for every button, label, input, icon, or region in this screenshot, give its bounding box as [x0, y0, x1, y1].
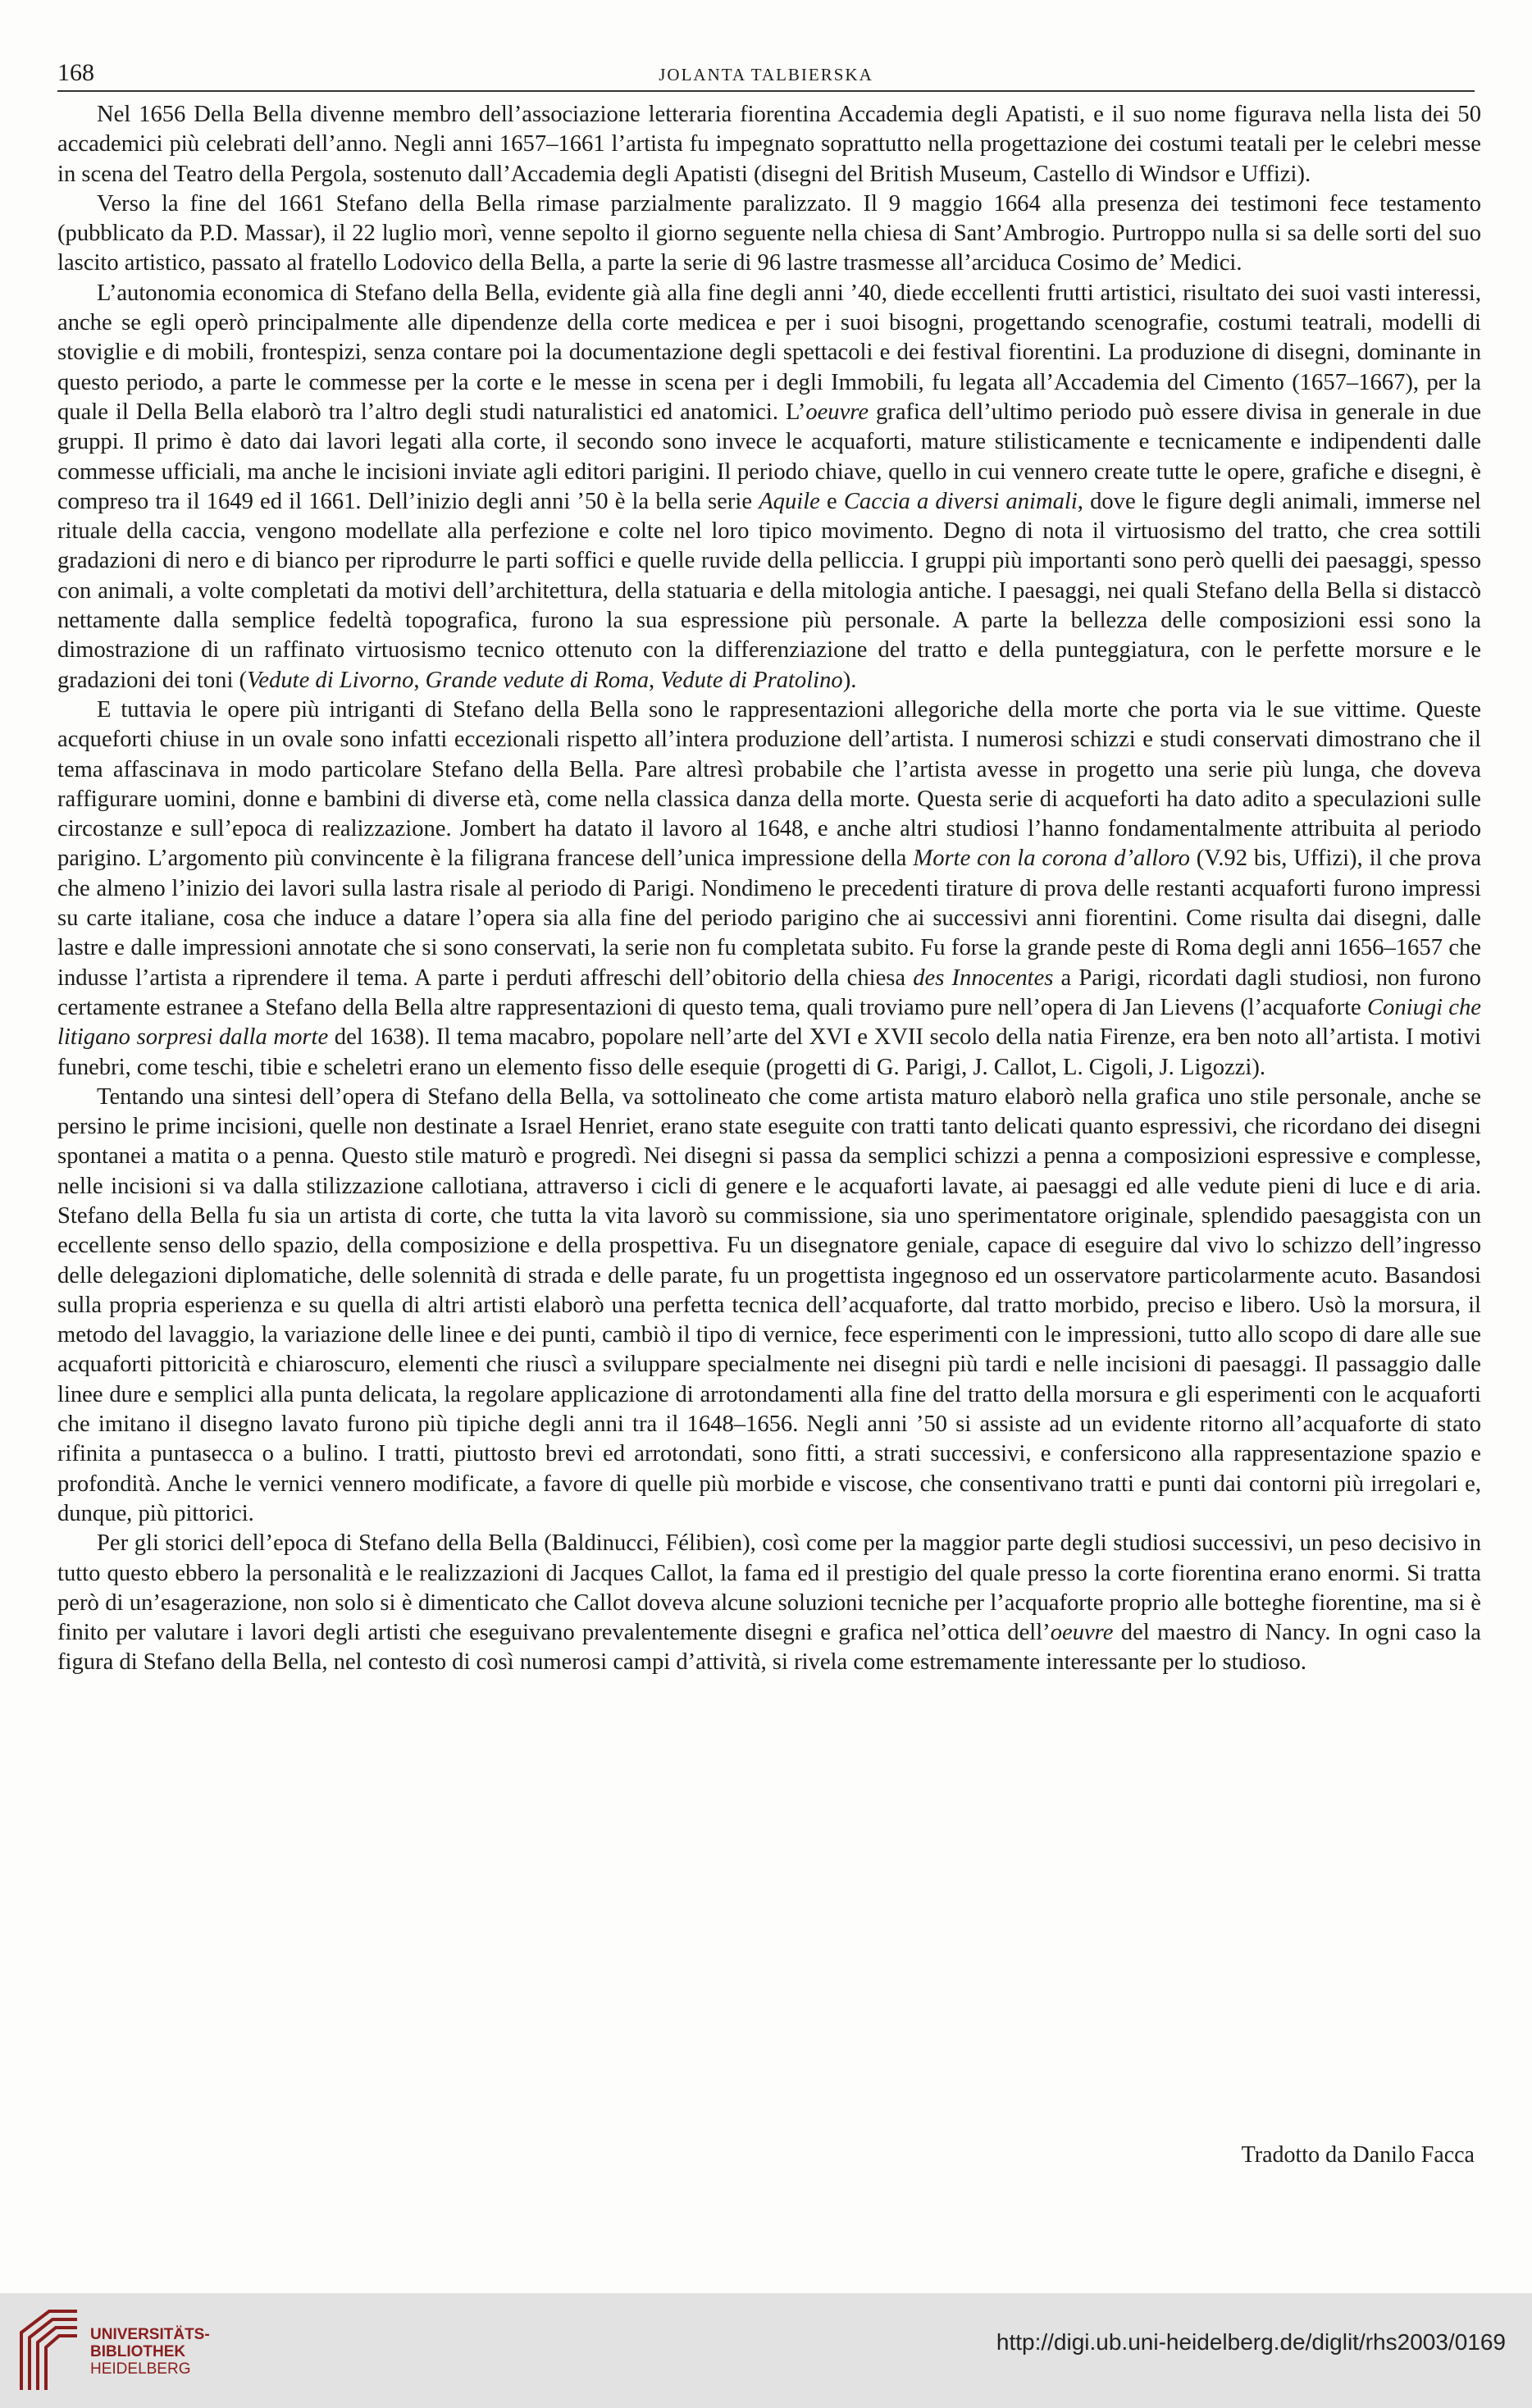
- university-library-logo-icon: [16, 2308, 84, 2393]
- text-run: Verso la fine del 1661 Stefano della Bella rimase parzialmente paralizzato. Il 9 maggio 1664 alla presenza dei testimoni fece testamento (pubblicato da P.D. Massar), il 22 luglio morì, venne sepolto il giorno seguente nella chiesa di Sant’Ambrogio. Purtroppo nulla si sa delle sorti del suo lascito artistico, passato al fratello Lodovico della Bella, a parte la serie di 96 lastre trasmesse all’arciduca Cosimo de’ Medici.: [57, 190, 1481, 276]
- italic-title: oeuvre: [805, 399, 869, 425]
- source-url-link[interactable]: http://digi.ub.uni-heidelberg.de/diglit/rhs2003/0169: [996, 2329, 1506, 2355]
- text-run: , dove le figure degli animali, immerse nel rituale della caccia, vengono modellate alla perfezione e colte nel loro tipico movimento. Degno di nota il virtuosismo del tratto, che crea sottili gradazioni di nero e di bianco per riprodurre le parti soffici e quelle ruvide della pelliccia. I gruppi più importanti sono però quelli dei paesaggi, spesso con animali, a volte completati da motivi dell’architettura, della statuaria e della mitologia antiche. I paesaggi, nei quali Stefano della Bella si distaccò nettamente dalla semplice fedeltà topografica, furono la sua espressione più personale. A parte la bellezza delle composizioni essi sono la dimostrazione di un raffinato virtuosismo tecnico ottenuto con la differenziazione del tratto e della punteggiatura, con le perfette morsure e le gradazioni dei toni (: [57, 488, 1481, 693]
- text-run: E tuttavia le opere più intriganti di Stefano della Bella sono le rappresentazioni allegoriche della morte che porta via le sue vittime. Queste acqueforti chiuse in un ovale sono infatti eccezionali rispetto all’intera produzione dell’artista. I numerosi schizzi e studi conservati dimostrano che il tema affascinava in modo particolare Stefano della Bella. Pare altresì probabile che l’artista avesse in progetto una serie più lunga, che doveva raffigurare uomini, donne e bambini di diverse età, come nella classica danza della morte. Questa serie di acqueforti ha dato adito a speculazioni sulle circostanze e sull’epoca di realizzazione. Jombert ha datato il lavoro al 1648, e anche altri studiosi l’hanno fondamentalmente attribuita al periodo parigino. L’argomento più convincente è la filigrana francese dell’unica impressione della: [57, 696, 1481, 872]
- italic-title: Coniugi che litigano sorpresi dalla morte: [57, 994, 1481, 1051]
- italic-title: Grande vedute di Roma: [425, 667, 650, 693]
- library-name-line-1: UNIVERSITÄTS-: [90, 2326, 210, 2343]
- text-run: L’autonomia economica di Stefano della Bella, evidente già alla fine degli anni ’40, diede eccellenti frutti artistici, risultato dei suoi vasti interessi, anche se egli operò principalmente alle dipendenze della corte medicea e per i suoi bisogni, progettando scenografie, costumi teatrali, modelli di stoviglie e di mobili, frontespizi, senza contare poi la documentazione degli spettacoli e dei festival fiorentini. La produzione di disegni, dominante in questo periodo, a parte le commesse per la corte e le messe in scena per i degli Immobili, fu legata all’Accademia del Cimento (1657–1667), per la quale il Della Bella elaborò tra l’altro degli studi naturalistici ed anatomici. L’: [57, 280, 1481, 425]
- library-name: [90, 2326, 210, 2378]
- italic-title: Vedute di Livorno: [247, 667, 414, 693]
- body-paragraph: [57, 100, 1481, 189]
- body-paragraph: [57, 1083, 1481, 1529]
- library-footer: [0, 2293, 1532, 2408]
- library-name-line-2: BIBLIOTHEK: [90, 2343, 186, 2360]
- body-paragraph: [57, 279, 1481, 695]
- italic-title: Aquile: [759, 488, 820, 514]
- text-run: ,: [413, 667, 426, 693]
- page-header: [57, 57, 1475, 92]
- running-head: JOLANTA TALBIERSKA: [659, 65, 873, 84]
- library-name-line-3: HEIDELBERG: [90, 2360, 191, 2378]
- page-number: 168: [57, 59, 94, 86]
- text-run: ).: [842, 667, 857, 693]
- text-run: e: [819, 488, 844, 514]
- translator-credit: Tradotto da Danilo Facca: [1241, 2142, 1475, 2168]
- italic-title: Morte con la corona d’alloro: [913, 846, 1190, 872]
- text-run: grafica dell’ultimo periodo può essere divisa in generale in due gruppi. Il primo è dato dai lavori legati alla corte, il secondo sono invece le acquaforti, mature stilisticamente e tecnicamente e indipendenti dalle commesse ufficiali, ma anche le incisioni inviate agli editori parigini. Il periodo chiave, quello in cui vennero create tutte le opere, grafiche e disegni, è compreso tra il 1649 ed il 1661. Dell’inizio degli anni ’50 è la bella serie: [57, 399, 1482, 514]
- text-run: Per gli storici dell’epoca di Stefano della Bella (Baldinucci, Félibien), così come per la maggior parte degli studiosi successivi, un peso decisivo in tutto questo ebbero la personalità e le realizzazioni di Jacques Callot, la fama ed il prestigio del quale presso la corte fiorentina erano enormi. Si tratta però di un’esagerazione, non solo si è dimenticato che Callot doveva alcune soluzioni tecniche per l’acquaforte proprio alle botteghe fiorentine, ma si è finito per valutare i lavori degli artisti che eseguivano prevalentemente disegni e grafica nel’ottica dell’: [57, 1530, 1481, 1646]
- body-paragraph: [57, 1529, 1481, 1677]
- body-paragraph: [57, 189, 1481, 279]
- text-run: del 1638). Il tema macabro, popolare nell’arte del XVI e XVII secolo della natia Firenze, era ben noto all’artista. I motivi funebri, come teschi, tibie e scheletri erano un elemento fisso delle esequie (progetti di G. Parigi, J. Callot, L. Cigoli, J. Ligozzi).: [57, 1024, 1482, 1080]
- text-run: a Parigi, ricordati dagli studiosi, non furono certamente estranee a Stefano della Bella altre rappresentazioni di questo tema, quali troviamo pure nell’opera di Jan Lievens (l’acquaforte: [57, 965, 1481, 1020]
- text-run: Tentando una sintesi dell’opera di Stefano della Bella, va sottolineato che come artista maturo elaborò nella grafica uno stile personale, anche se persino le prime incisioni, quelle non destinate a Israel Henriet, erano state eseguite con tratti tanto delicati quanto espressivi, che ricordano dei disegni spontanei a matita o a penna. Questo stile maturò e progredì. Nei disegni si passa da semplici schizzi a penna a composizioni espressive e complesse, nelle incisioni si va dalla stilizzazione callotiana, attraverso i cicli di genere e le acquaforti lavate, ai paesaggi ed alle vedute pieni di luce e di aria. Stefano della Bella fu sia un artista di corte, che tutta la vita lavorò su commissione, sia uno sperimentatore originale, splendido paesaggista con un eccellente senso dello spazio, della composizione e della prospettiva. Fu un disegnatore geniale, capace di eseguire dal vivo lo schizzo dell’ingresso delle delegazioni diplomatiche, delle solennità di strada e delle parate, fu un progettista ingegnoso ed un osservatore particolarmente acuto. Basandosi sulla propria esperienza e su quella di altri artisti elaborò una perfetta tecnica dell’acquaforte, dal tratto morbido, preciso e libero. Usò la morsura, il metodo del lavaggio, la variazione delle linee e dei punti, cambiò il tipo di vernice, fece esperimenti con le impressioni, tutto allo scopo di dare alle sue acquaforti pittoricità e chiaroscuro, elementi che riuscì a sviluppare specialmente nei disegni più tardi e nelle incisioni di paesaggi. Il passaggio dalle linee dure e semplici alla punta delicata, la regolare applicazione di arrotondamenti alla fine del tratto della morsura e gli esperimenti con le acquaforti che imitano il disegno lavato furono più tipiche degli anni tra il 1648–1656. Negli anni ’50 si assiste ad un evidente ritorno all’acquaforte di stato rifinita a puntasecca o a bulino. I tratti, piuttosto brevi ed arrotondati, sono fitti, a strati successivi, e confersicono alla rappresentazione spazio e profondità. Anche le vernici vennero modificate, a favore di quelle più morbide e viscose, che consentivano tratti e punti dai contorni più irregolari e, dunque, più pittorici.: [57, 1083, 1481, 1526]
- italic-title: Caccia a diversi animali: [843, 488, 1078, 514]
- article-body: [57, 100, 1481, 1678]
- italic-title: des Innocentes: [913, 965, 1054, 991]
- text-run: ,: [649, 667, 661, 693]
- text-run: Nel 1656 Della Bella divenne membro dell’associazione letteraria fiorentina Accademia degli Apatisti, e il suo nome figurava nella lista dei 50 accademici più celebrati dell’anno. Negli anni 1657–1661 l’artista fu impegnato soprattutto nella progettazione dei costumi teatali per le celebri messe in scena del Teatro della Pergola, sostenuto dall’Accademia degli Apatisti (disegni del British Museum, Castello di Windsor e Uffizi).: [57, 102, 1481, 187]
- body-paragraph: [57, 695, 1481, 1083]
- text-run: (V.92 bis, Uffizi), il che prova che almeno l’inizio dei lavori sulla lastra risale al periodo di Parigi. Nondimeno le precedenti tirature di prova delle restanti acquaforti furono impressi su carte italiane, cosa che induce a datare l’opera sia alla fine del periodo parigino che ai successivi anni fiorentini. Come risulta dai disegni, dalle lastre e dalle impressioni annotate che si sono conservati, la serie non fu completata subito. Fu forse la grande peste di Roma degli anni 1656–1657 che indusse l’artista a riprendere il tema. A parte i perduti affreschi dell’obitorio della chiesa: [57, 846, 1482, 991]
- text-run: del maestro di Nancy. In ogni caso la figura di Stefano della Bella, nel contesto di così numerosi campi d’attività, si rivela come estremamente interessante per lo studioso.: [57, 1620, 1481, 1676]
- italic-title: Vedute di Pratolino: [660, 667, 843, 693]
- italic-title: oeuvre: [1050, 1620, 1114, 1646]
